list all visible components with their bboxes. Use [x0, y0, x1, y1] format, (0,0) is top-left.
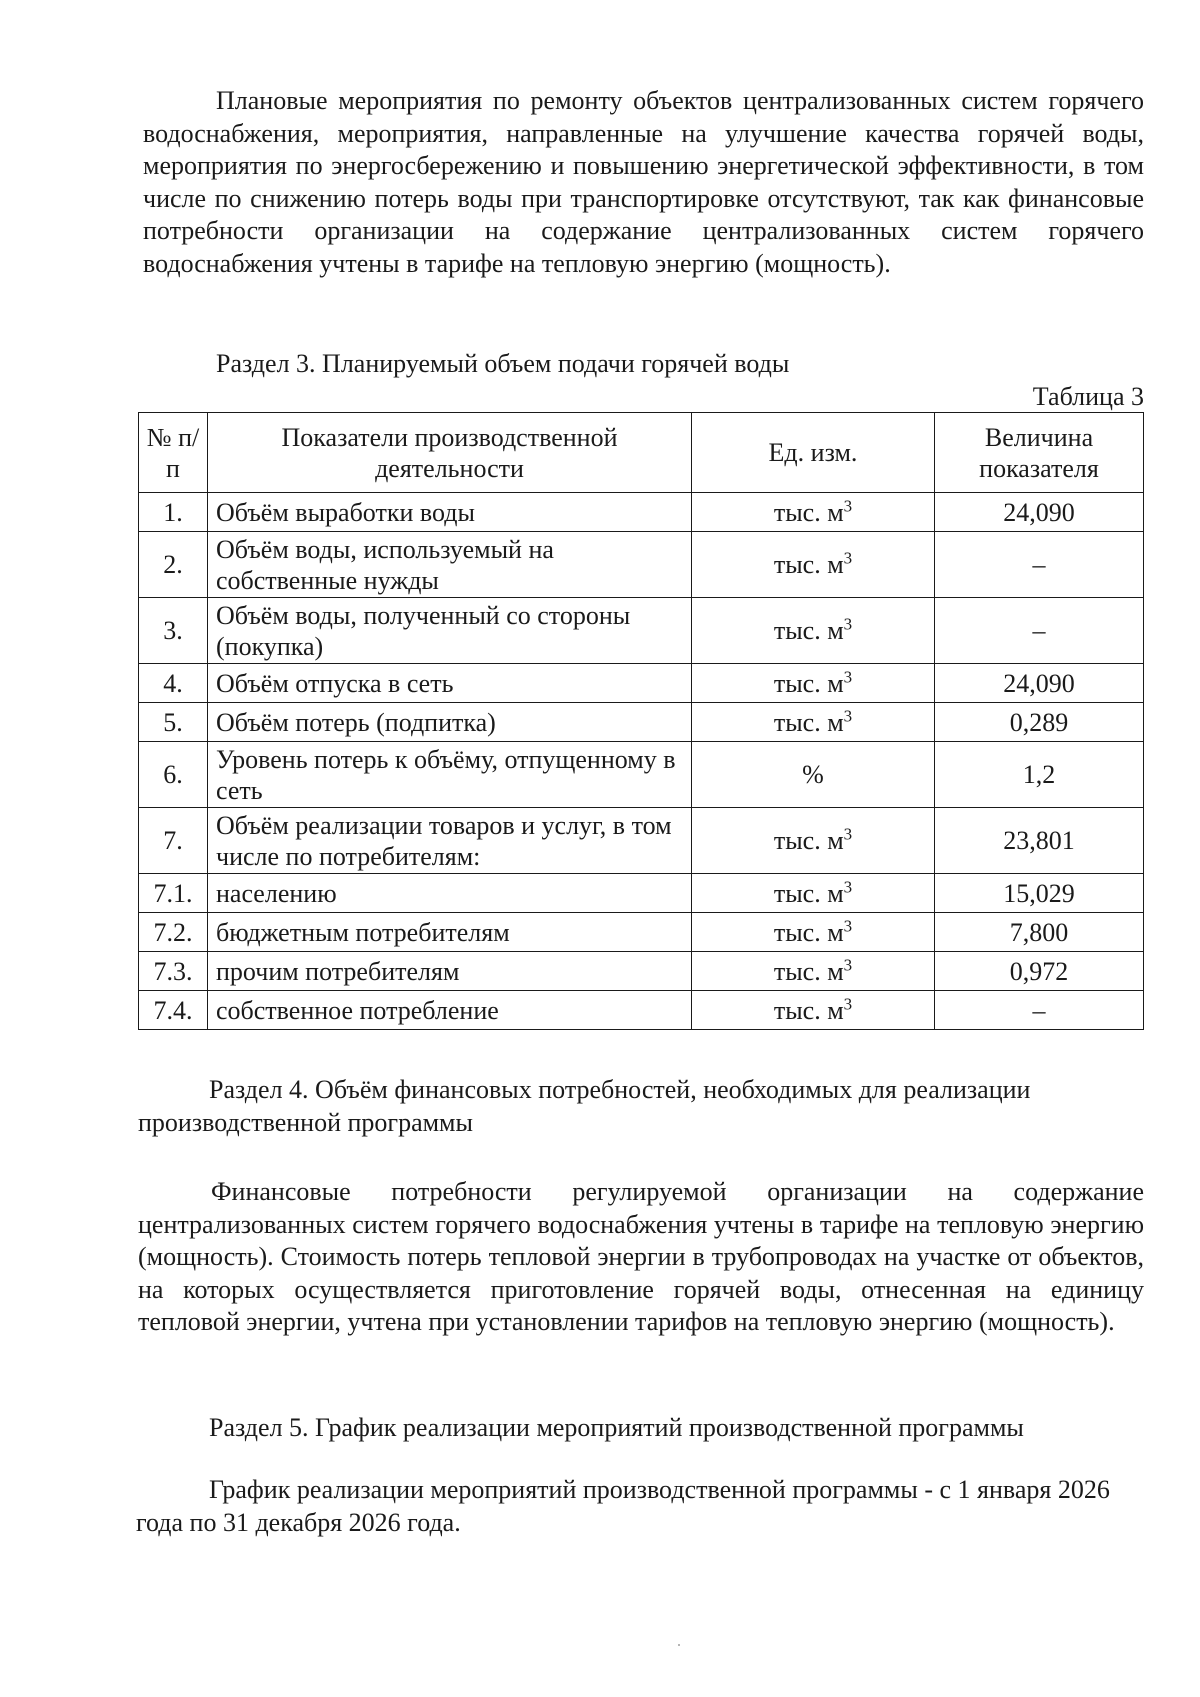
row-unit-superscript: 3 — [843, 876, 853, 896]
row-value: 0,289 — [935, 703, 1144, 742]
row-number: 7.1. — [139, 874, 208, 913]
table-row — [139, 874, 1144, 913]
row-unit-superscript: 3 — [843, 705, 853, 725]
row-unit-superscript: 3 — [843, 954, 853, 974]
row-number: 7.4. — [139, 991, 208, 1030]
row-unit-superscript: 3 — [843, 614, 853, 634]
row-unit-superscript: 3 — [843, 993, 853, 1013]
table-row — [139, 493, 1144, 532]
row-unit-text: тыс. м — [773, 995, 844, 1025]
row-number: 4. — [139, 664, 208, 703]
header-value: Величина показателя — [935, 413, 1144, 493]
header-unit: Ед. изм. — [692, 413, 935, 493]
row-value: – — [935, 532, 1144, 598]
row-unit — [692, 493, 935, 532]
table-row — [139, 703, 1144, 742]
row-unit — [692, 991, 935, 1030]
row-number: 2. — [139, 532, 208, 598]
row-indicator: Объём отпуска в сеть — [208, 664, 692, 703]
table-row — [139, 952, 1144, 991]
row-unit-text: тыс. м — [773, 616, 844, 645]
row-unit-text: тыс. м — [773, 497, 844, 527]
row-number: 6. — [139, 742, 208, 808]
row-indicator: Объём реализации товаров и услуг, в том числе по потребителям: — [208, 808, 692, 874]
row-indicator: населению — [208, 874, 692, 913]
section-5-heading: Раздел 5. График реализации мероприятий производственной программы — [209, 1413, 1024, 1442]
table-caption: Таблица 3 — [1032, 382, 1144, 411]
table-row — [139, 991, 1144, 1030]
row-unit-text: тыс. м — [773, 668, 844, 698]
table-row — [139, 532, 1144, 598]
row-unit-text: тыс. м — [773, 550, 844, 579]
row-unit — [692, 664, 935, 703]
row-value: 24,090 — [935, 493, 1144, 532]
row-number: 3. — [139, 598, 208, 664]
row-value: 0,972 — [935, 952, 1144, 991]
table-row — [139, 598, 1144, 664]
row-unit-superscript: 3 — [843, 495, 853, 515]
row-unit — [692, 598, 935, 664]
row-unit-text: тыс. м — [773, 878, 844, 908]
row-unit-text: тыс. м — [773, 917, 844, 947]
row-unit-superscript: 3 — [843, 915, 853, 935]
table-row — [139, 664, 1144, 703]
row-unit — [692, 703, 935, 742]
table-row — [139, 913, 1144, 952]
section-5-paragraph: График реализации мероприятий производственной программы - с 1 января 2026 года по 31 декабря 2026 года. — [136, 1475, 1110, 1537]
row-value: 7,800 — [935, 913, 1144, 952]
row-indicator: Уровень потерь к объёму, отпущенному в сеть — [208, 742, 692, 808]
row-unit — [692, 532, 935, 598]
row-number: 7.3. — [139, 952, 208, 991]
row-unit-superscript: 3 — [843, 824, 853, 844]
row-value: 1,2 — [935, 742, 1144, 808]
row-number: 1. — [139, 493, 208, 532]
intro-paragraph: Плановые мероприятия по ремонту объектов централизованных систем горячего водоснабжения, мероприятия, направленные на улучшение качества горячей воды, мероприятия по энергосбережению и повышению энергетической эффективности, в том числе по снижению потерь воды при транспортировке отсутствуют, так как финансовые потребности организации на содержание централизованных систем горячего водоснабжения учтены в тарифе на тепловую энергию (мощность). — [143, 86, 1144, 278]
table-row — [139, 742, 1144, 808]
row-unit — [692, 742, 935, 808]
table-header-row — [139, 413, 1144, 493]
row-value: 23,801 — [935, 808, 1144, 874]
header-indicator: Показатели производственной деятельности — [208, 413, 692, 493]
row-indicator: Объём воды, полученный со стороны (покупка) — [208, 598, 692, 664]
row-unit — [692, 874, 935, 913]
section-3-heading: Раздел 3. Планируемый объем подачи горячей воды — [216, 349, 790, 378]
row-value: – — [935, 991, 1144, 1030]
row-unit-text: тыс. м — [773, 707, 844, 737]
row-number: 5. — [139, 703, 208, 742]
row-value: 24,090 — [935, 664, 1144, 703]
row-unit — [692, 913, 935, 952]
section-4-paragraph: Финансовые потребности регулируемой организации на содержание централизованных систем горячего водоснабжения учтены в тарифе на тепловую энергию (мощность). Стоимость потерь тепловой энергии в трубопроводах на участке от объектов, на которых осуществляется приготовление горячей воды, отнесенная на единицу тепловой энергии, учтена при установлении тарифов на тепловую энергию (мощность). — [138, 1177, 1144, 1336]
table-row — [139, 808, 1144, 874]
row-value: – — [935, 598, 1144, 664]
row-indicator: Объём потерь (подпитка) — [208, 703, 692, 742]
row-indicator: прочим потребителям — [208, 952, 692, 991]
section-4-heading: Раздел 4. Объём финансовых потребностей, необходимых для реализации производственной программы — [138, 1075, 1031, 1137]
row-unit-text: % — [802, 760, 824, 789]
scan-speck — [678, 1644, 680, 1646]
water-supply-table — [138, 412, 1144, 1030]
row-number: 7.2. — [139, 913, 208, 952]
row-number: 7. — [139, 808, 208, 874]
row-unit — [692, 952, 935, 991]
row-indicator: собственное потребление — [208, 991, 692, 1030]
row-unit-text: тыс. м — [773, 956, 844, 986]
row-indicator: Объём выработки воды — [208, 493, 692, 532]
row-unit-text: тыс. м — [773, 826, 844, 855]
row-indicator: бюджетным потребителям — [208, 913, 692, 952]
table-body — [139, 493, 1144, 1030]
row-value: 15,029 — [935, 874, 1144, 913]
row-indicator: Объём воды, используемый на собственные нужды — [208, 532, 692, 598]
header-num: № п/п — [139, 413, 208, 493]
row-unit-superscript: 3 — [843, 548, 853, 568]
row-unit — [692, 808, 935, 874]
row-unit-superscript: 3 — [843, 666, 853, 686]
